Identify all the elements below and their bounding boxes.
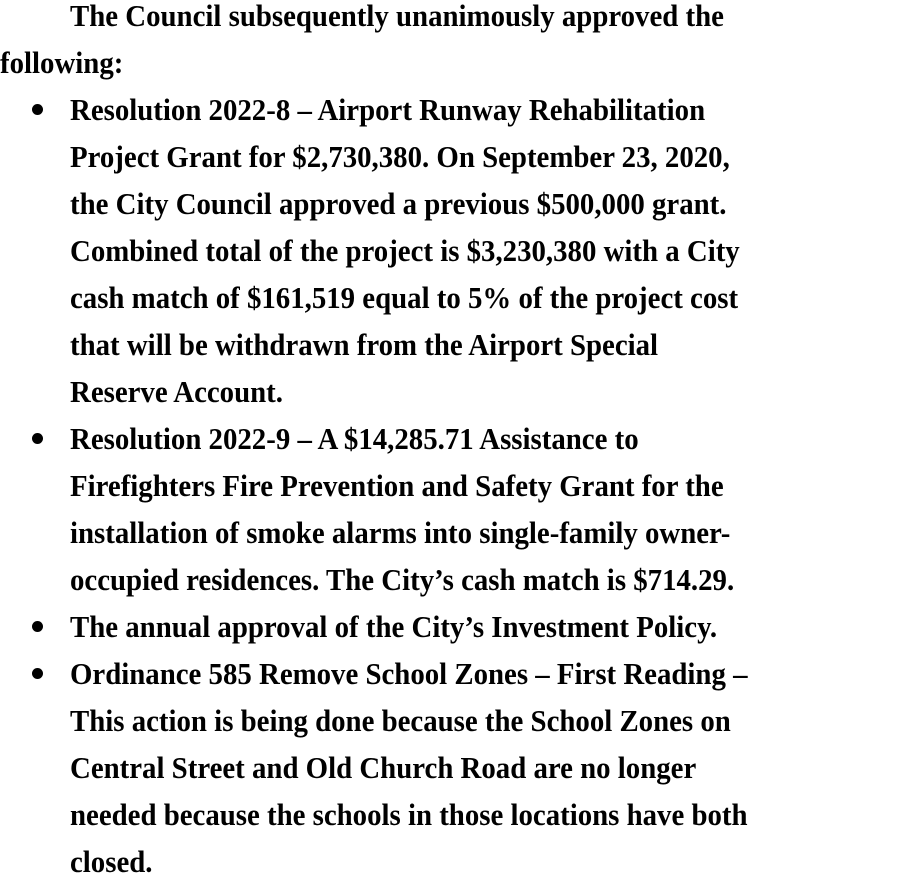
item-text-line: occupied residences. The City’s cash match is $714.29. bbox=[70, 562, 735, 597]
intro-line: The Council subsequently unanimously approved the bbox=[70, 0, 724, 33]
intro-line: following: bbox=[0, 45, 124, 80]
item-text-line: that will be withdrawn from the Airport Special bbox=[70, 327, 659, 362]
bullet-icon bbox=[32, 104, 43, 115]
item-text-line: installation of smoke alarms into single-family owner- bbox=[70, 515, 731, 550]
item-text-line: Reserve Account. bbox=[70, 374, 283, 409]
item-text-line: Resolution 2022-9 – A $14,285.71 Assistance to bbox=[70, 421, 639, 456]
item-text-line: Firefighters Fire Prevention and Safety Grant for the bbox=[70, 468, 724, 503]
item-text-line: closed. bbox=[70, 844, 153, 879]
item-text-line: needed because the schools in those locations have both bbox=[70, 797, 748, 832]
item-text-line: Project Grant for $2,730,380. On September 23, 2020, bbox=[70, 139, 730, 174]
list-item-ordinance-585 bbox=[0, 650, 900, 885]
item-text-line: This action is being done because the School Zones on bbox=[70, 703, 731, 738]
list-item-investment-policy bbox=[0, 603, 900, 650]
item-text-line: Ordinance 585 Remove School Zones – First Reading – bbox=[70, 656, 748, 691]
item-text-line: The annual approval of the City’s Investment Policy. bbox=[70, 609, 718, 644]
item-text-line: the City Council approved a previous $500,000 grant. bbox=[70, 186, 727, 221]
item-text-line: Combined total of the project is $3,230,380 with a City bbox=[70, 233, 740, 268]
item-text-line: Resolution 2022-8 – Airport Runway Rehabilitation bbox=[70, 92, 706, 127]
list-item-resolution-2022-9 bbox=[0, 415, 900, 603]
bullet-icon bbox=[32, 668, 43, 679]
item-text-line: cash match of $161,519 equal to 5% of the project cost bbox=[70, 280, 739, 315]
list-item-resolution-2022-8 bbox=[0, 86, 900, 415]
item-text-line: Central Street and Old Church Road are no longer bbox=[70, 750, 697, 785]
bullet-icon bbox=[32, 621, 43, 632]
bullet-icon bbox=[32, 433, 43, 444]
